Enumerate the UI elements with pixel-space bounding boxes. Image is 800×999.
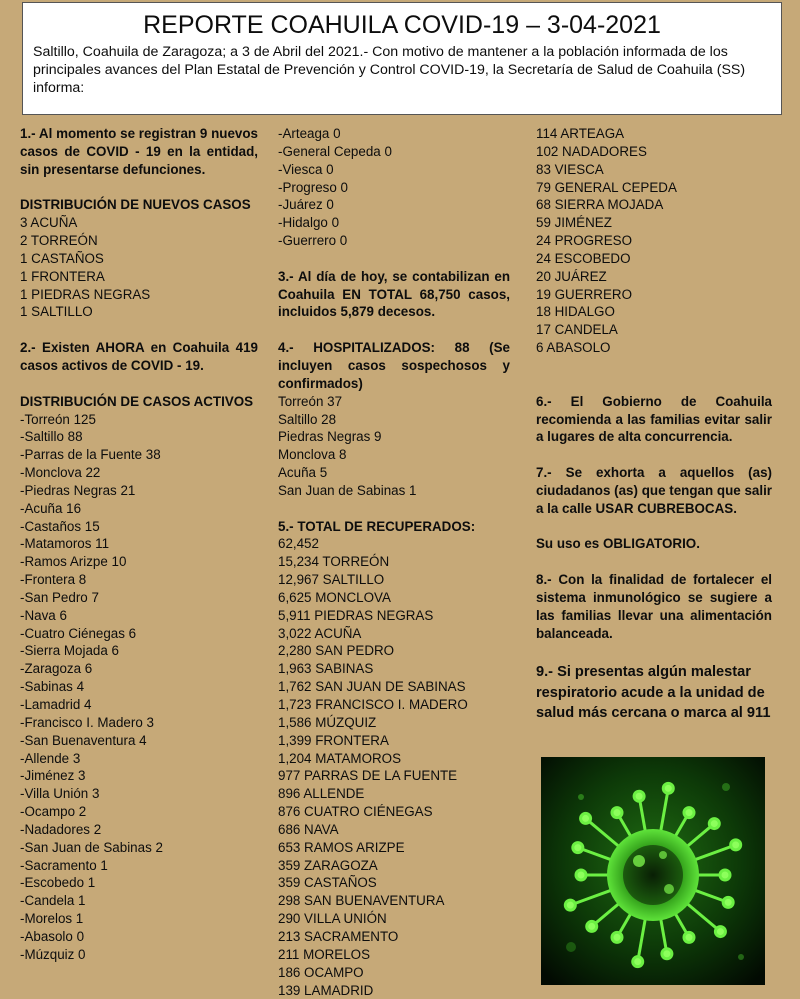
active-case-item: -Sierra Mojada 6 bbox=[20, 642, 258, 660]
active-case-item: -Candela 1 bbox=[20, 892, 258, 910]
hospitalized-item: Piedras Negras 9 bbox=[278, 428, 510, 446]
recovered-item: 24 PROGRESO bbox=[536, 232, 772, 250]
section-7-text: 7.- Se exhorta a aquellos (as) ciudadanos (as) que tengan que salir a la calle USAR CUBREBOCAS. bbox=[536, 464, 772, 518]
recovered-item: 6,625 MONCLOVA bbox=[278, 589, 510, 607]
hospitalized-item: San Juan de Sabinas 1 bbox=[278, 482, 510, 500]
new-cases-heading: DISTRIBUCIÓN DE NUEVOS CASOS bbox=[20, 196, 258, 214]
active-case-item: -Saltillo 88 bbox=[20, 428, 258, 446]
recovered-item: 15,234 TORREÓN bbox=[278, 553, 510, 571]
recovered-item: 1,762 SAN JUAN DE SABINAS bbox=[278, 678, 510, 696]
active-case-item: -Ocampo 2 bbox=[20, 803, 258, 821]
new-case-item: 1 PIEDRAS NEGRAS bbox=[20, 286, 258, 304]
active-case-item: -Jiménez 3 bbox=[20, 767, 258, 785]
active-case-item: -Hidalgo 0 bbox=[278, 214, 510, 232]
virus-spike-tip bbox=[565, 900, 575, 910]
recovered-item: 59 JIMÉNEZ bbox=[536, 214, 772, 232]
active-case-item: -San Juan de Sabinas 2 bbox=[20, 839, 258, 857]
recovered-item: 79 GENERAL CEPEDA bbox=[536, 179, 772, 197]
recovered-item: 19 GUERRERO bbox=[536, 286, 772, 304]
recovered-item: 114 ARTEAGA bbox=[536, 125, 772, 143]
new-case-item: 3 ACUÑA bbox=[20, 214, 258, 232]
virus-spike-tip bbox=[715, 927, 725, 937]
virus-image bbox=[541, 757, 765, 985]
section-1-text: 1.- Al momento se registran 9 nuevos casos de COVID - 19 en la entidad, sin presentarse defunciones. bbox=[20, 125, 258, 179]
active-case-item: -Ramos Arizpe 10 bbox=[20, 553, 258, 571]
active-case-item: -Juárez 0 bbox=[278, 196, 510, 214]
virus-spike-tip bbox=[684, 932, 694, 942]
virus-spike-tip bbox=[634, 791, 644, 801]
virus-spike-tip bbox=[612, 932, 622, 942]
recovered-item: 83 VIESCA bbox=[536, 161, 772, 179]
active-case-item: -Escobedo 1 bbox=[20, 874, 258, 892]
recovered-total: 62,452 bbox=[278, 536, 319, 551]
recovered-item: 290 VILLA UNIÓN bbox=[278, 910, 510, 928]
virus-spike-tip bbox=[587, 921, 597, 931]
recovered-item: 1,204 MATAMOROS bbox=[278, 750, 510, 768]
recovered-list bbox=[278, 553, 510, 999]
section-3-text: 3.- Al día de hoy, se contabilizan en Coahuila EN TOTAL 68,750 casos, incluidos 5,879 decesos. bbox=[278, 268, 510, 322]
hospitalized-item: Saltillo 28 bbox=[278, 411, 510, 429]
section-7-note: Su uso es OBLIGATORIO. bbox=[536, 535, 772, 553]
new-cases-list bbox=[20, 214, 258, 321]
recovered-item: 12,967 SALTILLO bbox=[278, 571, 510, 589]
active-case-item: -Progreso 0 bbox=[278, 179, 510, 197]
column-middle bbox=[278, 125, 510, 999]
active-case-item: -Castaños 15 bbox=[20, 518, 258, 536]
active-case-item: -Francisco I. Madero 3 bbox=[20, 714, 258, 732]
recovered-item: 139 LAMADRID bbox=[278, 982, 510, 999]
recovered-item: 653 RAMOS ARIZPE bbox=[278, 839, 510, 857]
active-case-item: -Parras de la Fuente 38 bbox=[20, 446, 258, 464]
active-cases-list-cont bbox=[278, 125, 510, 250]
hospitalized-list bbox=[278, 393, 510, 500]
active-case-item: -Acuña 16 bbox=[20, 500, 258, 518]
recovered-list-cont bbox=[536, 125, 772, 357]
recovered-item: 5,911 PIEDRAS NEGRAS bbox=[278, 607, 510, 625]
active-case-item: -Cuatro Ciénegas 6 bbox=[20, 625, 258, 643]
active-case-item: -Monclova 22 bbox=[20, 464, 258, 482]
active-case-item: -Matamoros 11 bbox=[20, 535, 258, 553]
virus-spike-tip bbox=[720, 870, 730, 880]
section-6-text: 6.- El Gobierno de Coahuila recomienda a las familias evitar salir a lugares de alta concurrencia. bbox=[536, 393, 772, 447]
active-case-item: -Nadadores 2 bbox=[20, 821, 258, 839]
recovered-heading-label: 5.- TOTAL DE RECUPERADOS: bbox=[278, 519, 475, 534]
report-header bbox=[22, 2, 782, 115]
active-case-item: -San Pedro 7 bbox=[20, 589, 258, 607]
virus-spike-tip bbox=[663, 783, 673, 793]
active-case-item: -Zaragoza 6 bbox=[20, 660, 258, 678]
active-case-item: -Sacramento 1 bbox=[20, 857, 258, 875]
virus-spike-tip bbox=[684, 808, 694, 818]
active-cases-list bbox=[20, 411, 258, 964]
hospitalized-item: Monclova 8 bbox=[278, 446, 510, 464]
active-cases-heading: DISTRIBUCIÓN DE CASOS ACTIVOS bbox=[20, 393, 258, 411]
virus-icon bbox=[541, 757, 765, 985]
virus-spike-tip bbox=[723, 897, 733, 907]
recovered-item: 359 ZARAGOZA bbox=[278, 857, 510, 875]
recovered-item: 18 HIDALGO bbox=[536, 303, 772, 321]
recovered-item: 876 CUATRO CIÉNEGAS bbox=[278, 803, 510, 821]
active-case-item: -Piedras Negras 21 bbox=[20, 482, 258, 500]
virus-spike-tip bbox=[731, 840, 741, 850]
hospitalized-heading: 4.- HOSPITALIZADOS: 88 (Se incluyen casos sospechosos y confirmados) bbox=[278, 339, 510, 393]
virus-spike-tip bbox=[709, 819, 719, 829]
active-case-item: -San Buenaventura 4 bbox=[20, 732, 258, 750]
hospitalized-item: Acuña 5 bbox=[278, 464, 510, 482]
recovered-item: 68 SIERRA MOJADA bbox=[536, 196, 772, 214]
active-case-item: -Guerrero 0 bbox=[278, 232, 510, 250]
recovered-item: 20 JUÁREZ bbox=[536, 268, 772, 286]
active-case-item: -Viesca 0 bbox=[278, 161, 510, 179]
active-case-item: -Frontera 8 bbox=[20, 571, 258, 589]
active-case-item: -Allende 3 bbox=[20, 750, 258, 768]
virus-spike-tip bbox=[573, 843, 583, 853]
recovered-item: 17 CANDELA bbox=[536, 321, 772, 339]
recovered-item: 213 SACRAMENTO bbox=[278, 928, 510, 946]
recovered-item: 6 ABASOLO bbox=[536, 339, 772, 357]
virus-spike-tip bbox=[581, 813, 591, 823]
recovered-item: 1,963 SABINAS bbox=[278, 660, 510, 678]
recovered-item: 1,723 FRANCISCO I. MADERO bbox=[278, 696, 510, 714]
recovered-item: 3,022 ACUÑA bbox=[278, 625, 510, 643]
active-case-item: -Lamadrid 4 bbox=[20, 696, 258, 714]
recovered-item: 686 NAVA bbox=[278, 821, 510, 839]
active-case-item: -Morelos 1 bbox=[20, 910, 258, 928]
recovered-item: 2,280 SAN PEDRO bbox=[278, 642, 510, 660]
recovered-item: 102 NADADORES bbox=[536, 143, 772, 161]
active-case-item: -Torreón 125 bbox=[20, 411, 258, 429]
active-case-item: -Nava 6 bbox=[20, 607, 258, 625]
active-case-item: -Sabinas 4 bbox=[20, 678, 258, 696]
active-case-item: -Abasolo 0 bbox=[20, 928, 258, 946]
recovered-item: 896 ALLENDE bbox=[278, 785, 510, 803]
active-case-item: -Múzquiz 0 bbox=[20, 946, 258, 964]
hospitalized-item: Torreón 37 bbox=[278, 393, 510, 411]
active-case-item: -Villa Unión 3 bbox=[20, 785, 258, 803]
column-left bbox=[20, 125, 258, 964]
recovered-item: 186 OCAMPO bbox=[278, 964, 510, 982]
new-case-item: 1 FRONTERA bbox=[20, 268, 258, 286]
report-intro: Saltillo, Coahuila de Zaragoza; a 3 de Abril del 2021.- Con motivo de mantener a la población informada de los principales avances del Plan Estatal de Prevención y Control COVID-19, la Secretaría de Salud de Coahuila (SS) informa: bbox=[33, 43, 771, 97]
recovered-heading bbox=[278, 518, 510, 554]
report-title: REPORTE COAHUILA COVID-19 – 3-04-2021 bbox=[33, 9, 771, 41]
recovered-item: 1,399 FRONTERA bbox=[278, 732, 510, 750]
recovered-item: 211 MORELOS bbox=[278, 946, 510, 964]
section-8-text: 8.- Con la finalidad de fortalecer el sistema inmunológico se sugiere a las familias llevar una alimentación balanceada. bbox=[536, 571, 772, 642]
active-case-item: -General Cepeda 0 bbox=[278, 143, 510, 161]
recovered-item: 359 CASTAÑOS bbox=[278, 874, 510, 892]
section-2-text: 2.- Existen AHORA en Coahuila 419 casos activos de COVID - 19. bbox=[20, 339, 258, 375]
new-case-item: 1 SALTILLO bbox=[20, 303, 258, 321]
virus-spike-tip bbox=[662, 949, 672, 959]
virus-spike-tip bbox=[576, 870, 586, 880]
recovered-item: 977 PARRAS DE LA FUENTE bbox=[278, 767, 510, 785]
virus-spike-tip bbox=[612, 808, 622, 818]
new-case-item: 2 TORREÓN bbox=[20, 232, 258, 250]
recovered-item: 298 SAN BUENAVENTURA bbox=[278, 892, 510, 910]
virus-spike-tip bbox=[633, 957, 643, 967]
new-case-item: 1 CASTAÑOS bbox=[20, 250, 258, 268]
active-case-item: -Arteaga 0 bbox=[278, 125, 510, 143]
recovered-item: 24 ESCOBEDO bbox=[536, 250, 772, 268]
column-right bbox=[536, 125, 772, 724]
recovered-item: 1,586 MÚZQUIZ bbox=[278, 714, 510, 732]
section-9-text: 9.- Si presentas algún malestar respiratorio acude a la unidad de salud más cercana o marca al 911 bbox=[536, 662, 772, 724]
